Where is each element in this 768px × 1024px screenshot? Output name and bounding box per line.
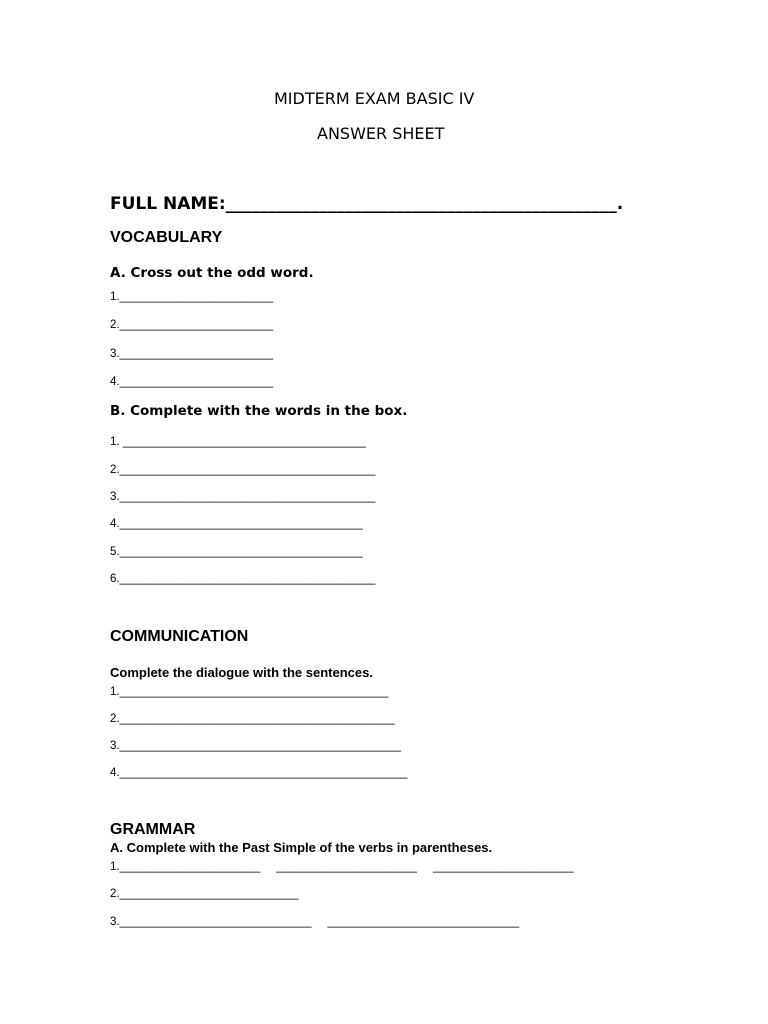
communication-answer-3[interactable]: 3.____________________________________________: [110, 740, 402, 752]
vocabulary-b-answer-3[interactable]: 3.________________________________________: [110, 491, 376, 503]
vocabulary-part-a-instruction: A. Cross out the odd word.: [110, 265, 314, 281]
vocabulary-b-answer-5[interactable]: 5.______________________________________: [110, 546, 363, 558]
vocabulary-part-b-instruction: B. Complete with the words in the box.: [110, 403, 408, 419]
grammar-part-a-instruction: A. Complete with the Past Simple of the verbs in parentheses.: [110, 840, 493, 855]
vocabulary-heading: VOCABULARY: [110, 229, 223, 246]
grammar-heading: GRAMMAR: [110, 821, 196, 838]
answer-sheet-title: ANSWER SHEET: [317, 124, 445, 143]
vocabulary-a-answer-4[interactable]: 4.________________________: [110, 376, 274, 388]
full-name-field[interactable]: FULL NAME:______________________________________________.: [110, 194, 624, 214]
communication-answer-1[interactable]: 1.__________________________________________: [110, 686, 389, 698]
vocabulary-a-answer-2[interactable]: 2.________________________: [110, 319, 274, 331]
vocabulary-b-answer-2[interactable]: 2.________________________________________: [110, 464, 376, 476]
communication-instruction: Complete the dialogue with the sentences.: [110, 665, 373, 680]
communication-answer-4[interactable]: 4._____________________________________________: [110, 767, 408, 779]
vocabulary-b-answer-6[interactable]: 6.________________________________________: [110, 573, 376, 585]
grammar-a-answer-3[interactable]: 3.______________________________ ______________________________: [110, 916, 520, 928]
vocabulary-b-answer-1[interactable]: 1. ______________________________________: [110, 436, 366, 448]
vocabulary-b-answer-4[interactable]: 4.______________________________________: [110, 518, 363, 530]
communication-answer-2[interactable]: 2.___________________________________________: [110, 713, 395, 725]
communication-heading: COMMUNICATION: [110, 628, 249, 645]
vocabulary-a-answer-1[interactable]: 1.________________________: [110, 291, 274, 303]
vocabulary-a-answer-3[interactable]: 3.________________________: [110, 348, 274, 360]
grammar-a-answer-2[interactable]: 2.____________________________: [110, 888, 299, 900]
exam-title: MIDTERM EXAM BASIC IV: [274, 89, 475, 108]
grammar-a-answer-1[interactable]: 1.______________________ ______________________ ______________________: [110, 861, 574, 873]
